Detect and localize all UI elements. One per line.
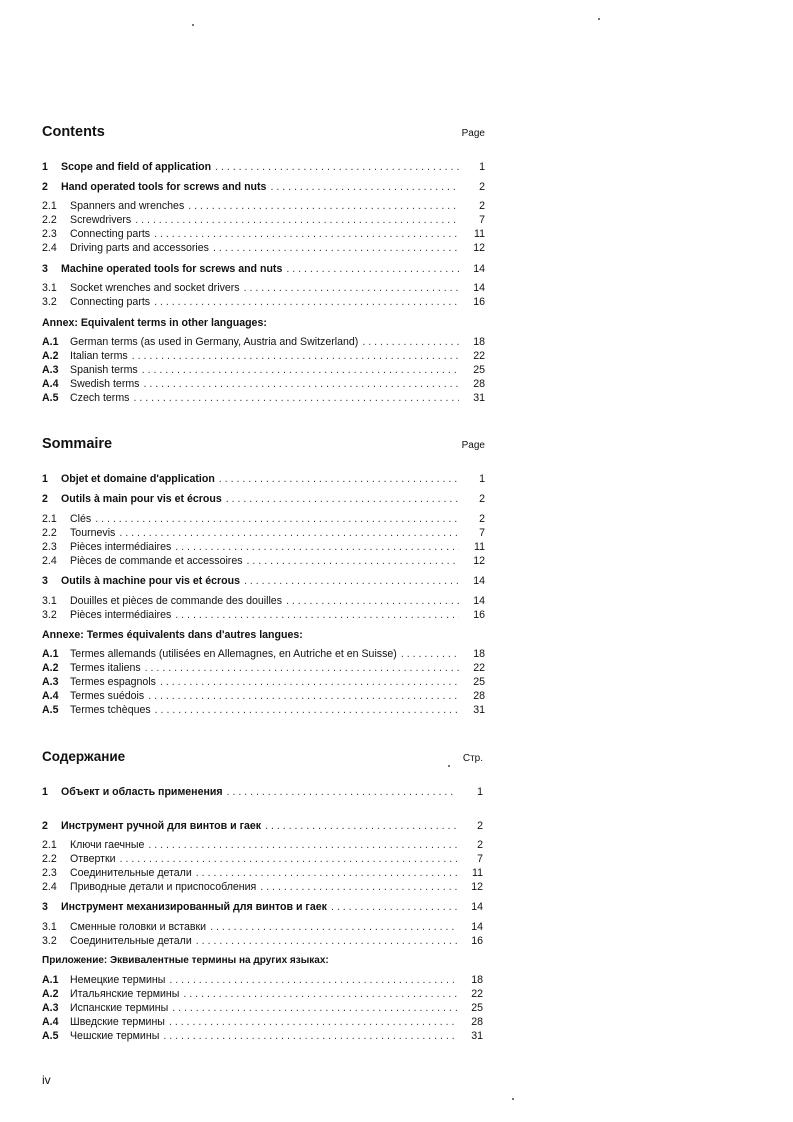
entry-number: A.5: [42, 704, 59, 716]
dot-leader: [188, 200, 459, 213]
entry-title: Czech terms: [70, 392, 130, 404]
annex-heading: Annex: Equivalent terms in other languages:: [42, 317, 267, 329]
toc-entry[interactable]: [42, 263, 485, 276]
entry-title: Screwdrivers: [70, 214, 132, 226]
entry-page: 25: [471, 1002, 483, 1014]
entry-page: 31: [473, 392, 485, 404]
toc-entry[interactable]: [42, 853, 483, 866]
entry-title: Swedish terms: [70, 378, 140, 390]
entry-number: 2.2: [42, 214, 57, 226]
entry-page: 28: [473, 378, 485, 390]
toc-entry[interactable]: [42, 609, 485, 622]
entry-title: Отвертки: [70, 853, 116, 865]
toc-entry[interactable]: [42, 493, 485, 506]
entry-page: 2: [477, 820, 483, 832]
entry-page: 22: [473, 662, 485, 674]
entry-title: Termes italiens: [70, 662, 141, 674]
entry-page: 16: [473, 609, 485, 621]
section-title: Содержание: [42, 749, 126, 764]
entry-title: Outils à machine pour vis et écrous: [61, 575, 240, 587]
dot-leader: [148, 839, 457, 852]
annex-entry[interactable]: [42, 676, 485, 689]
entry-title: Ключи гаечные: [70, 839, 145, 851]
entry-page: 11: [474, 541, 485, 553]
entry-title: Italian terms: [70, 350, 128, 362]
dot-leader: [154, 296, 459, 309]
entry-number: A.3: [42, 676, 59, 688]
annex-entry[interactable]: [42, 648, 485, 661]
section-title: Contents: [42, 124, 105, 140]
dot-leader: [183, 988, 457, 1001]
entry-page: 2: [479, 181, 485, 193]
entry-number: A.2: [42, 662, 59, 674]
toc-english-header: [42, 124, 485, 148]
scan-speck: [512, 1098, 514, 1100]
entry-page: 7: [477, 853, 483, 865]
page-column-label: Стр.: [462, 753, 483, 764]
dot-leader: [172, 1002, 457, 1015]
entry-page: 12: [473, 242, 485, 254]
entry-page: 18: [473, 336, 485, 348]
entry-page: 31: [473, 704, 485, 716]
dot-leader: [142, 364, 459, 377]
dot-leader: [244, 282, 459, 295]
entry-number: 3.2: [42, 609, 57, 621]
toc-russian: [42, 749, 483, 1049]
dot-leader: [148, 690, 459, 703]
page-number: iv: [42, 1073, 51, 1087]
toc-entry[interactable]: [42, 181, 485, 194]
entry-number: 2.1: [42, 200, 57, 212]
section-title: Sommaire: [42, 436, 113, 452]
entry-page: 1: [479, 161, 485, 173]
entry-title: Pièces intermédiaires: [70, 541, 172, 553]
annex-entry[interactable]: [42, 974, 483, 987]
toc-entry[interactable]: [42, 214, 485, 227]
entry-page: 11: [474, 228, 485, 240]
dot-leader: [95, 513, 459, 526]
entry-number: 3.1: [42, 595, 57, 607]
entry-title: Шведские термины: [70, 1016, 165, 1028]
toc-entry[interactable]: [42, 921, 483, 934]
toc-entry[interactable]: [42, 161, 485, 174]
entry-number: A.1: [42, 648, 59, 660]
dot-leader: [362, 336, 459, 349]
toc-entry[interactable]: [42, 527, 485, 540]
toc-entry[interactable]: [42, 786, 483, 799]
page-column-label: Page: [461, 440, 485, 451]
annex-entry[interactable]: [42, 378, 485, 391]
entry-page: 14: [473, 595, 485, 607]
entry-number: 2.2: [42, 853, 57, 865]
entry-number: 2.1: [42, 839, 57, 851]
entry-title: Objet et domaine d'application: [61, 473, 215, 485]
entry-number: 2: [42, 181, 48, 193]
dot-leader: [169, 1016, 457, 1029]
annex-entry[interactable]: [42, 336, 485, 349]
toc-english: [42, 124, 485, 414]
entry-page: 22: [473, 350, 485, 362]
dot-leader: [196, 867, 457, 880]
dot-leader: [163, 1030, 457, 1043]
entry-title: German terms (as used in Germany, Austria and Switzerland): [70, 336, 359, 348]
annex-entry[interactable]: [42, 988, 483, 1001]
entry-number: A.4: [42, 1016, 59, 1028]
entry-number: 2.3: [42, 867, 57, 879]
dot-leader: [260, 881, 457, 894]
entry-page: 31: [471, 1030, 483, 1042]
entry-page: 28: [471, 1016, 483, 1028]
dot-leader: [286, 263, 459, 276]
toc-entry[interactable]: [42, 555, 485, 568]
entry-title: Инструмент ручной для винтов и гаек: [61, 820, 262, 832]
entry-page: 2: [479, 200, 485, 212]
entry-page: 14: [473, 575, 485, 587]
dot-leader: [219, 473, 459, 486]
dot-leader: [286, 595, 459, 608]
toc-french-header: [42, 436, 485, 460]
entry-title: Pièces intermédiaires: [70, 609, 172, 621]
dot-leader: [132, 350, 459, 363]
toc-entry[interactable]: [42, 839, 483, 852]
entry-number: A.4: [42, 378, 59, 390]
toc-entry[interactable]: [42, 228, 485, 241]
entry-page: 12: [471, 881, 483, 893]
entry-title: Итальянские термины: [70, 988, 180, 1000]
entry-page: 14: [471, 921, 483, 933]
annex-entry[interactable]: [42, 704, 485, 717]
entry-title: Termes espagnols: [70, 676, 156, 688]
scan-speck: [598, 18, 600, 20]
entry-page: 18: [471, 974, 483, 986]
entry-title: Scope and field of application: [61, 161, 212, 173]
dot-leader: [226, 493, 459, 506]
dot-leader: [154, 228, 459, 241]
dot-leader: [244, 575, 459, 588]
entry-number: 2.4: [42, 242, 57, 254]
dot-leader: [247, 555, 459, 568]
entry-page: 22: [471, 988, 483, 1000]
dot-leader: [213, 242, 459, 255]
entry-page: 11: [472, 867, 483, 879]
dot-leader: [175, 541, 459, 554]
entry-number: 2.2: [42, 527, 57, 539]
entry-number: A.3: [42, 1002, 59, 1014]
dot-leader: [215, 161, 459, 174]
page-column-label: Page: [461, 128, 485, 139]
entry-number: 3.1: [42, 921, 57, 933]
dot-leader: [169, 974, 457, 987]
entry-number: 2.3: [42, 541, 57, 553]
entry-number: 2.3: [42, 228, 57, 240]
entry-title: Hand operated tools for screws and nuts: [61, 181, 267, 193]
dot-leader: [196, 935, 457, 948]
entry-page: 7: [479, 527, 485, 539]
entry-number: 1: [42, 473, 48, 485]
entry-title: Connecting parts: [70, 296, 151, 308]
entry-page: 14: [473, 263, 485, 275]
entry-title: Douilles et pièces de commande des douilles: [70, 595, 282, 607]
entry-number: A.2: [42, 988, 59, 1000]
toc-entry[interactable]: [42, 541, 485, 554]
entry-number: 2: [42, 493, 48, 505]
dot-leader: [135, 214, 459, 227]
annex-entry[interactable]: [42, 1030, 483, 1043]
dot-leader: [210, 921, 457, 934]
entry-number: A.4: [42, 690, 59, 702]
entry-title: Spanish terms: [70, 364, 138, 376]
entry-page: 7: [479, 214, 485, 226]
toc-russian-header: [42, 749, 483, 773]
toc-entry[interactable]: [42, 513, 485, 526]
toc-entry[interactable]: [42, 595, 485, 608]
annex-entry[interactable]: [42, 1016, 483, 1029]
toc-entry[interactable]: [42, 820, 483, 833]
toc-entry[interactable]: [42, 575, 485, 588]
entry-number: 3.2: [42, 935, 57, 947]
dot-leader: [133, 392, 459, 405]
entry-page: 14: [471, 901, 483, 913]
annex-entry[interactable]: [42, 1002, 483, 1015]
entry-page: 18: [473, 648, 485, 660]
entry-page: 2: [479, 513, 485, 525]
toc-entry[interactable]: [42, 901, 483, 914]
entry-number: 3: [42, 901, 48, 913]
toc-french: [42, 436, 485, 726]
entry-title: Clés: [70, 513, 92, 525]
entry-page: 14: [473, 282, 485, 294]
toc-entry[interactable]: [42, 473, 485, 486]
entry-page: 12: [473, 555, 485, 567]
annex-heading: Annexe: Termes équivalents dans d'autres langues:: [42, 629, 303, 641]
dot-leader: [143, 378, 459, 391]
entry-title: Connecting parts: [70, 228, 151, 240]
entry-title: Termes allemands (utilisées en Allemagnes, en Autriche et en Suisse): [70, 648, 397, 660]
annex-heading: Приложение: Эквивалентные термины на других языках:: [42, 955, 329, 966]
entry-number: A.5: [42, 392, 59, 404]
entry-title: Pièces de commande et accessoires: [70, 555, 243, 567]
entry-title: Соединительные детали: [70, 867, 192, 879]
entry-title: Немецкие термины: [70, 974, 166, 986]
entry-title: Соединительные детали: [70, 935, 192, 947]
entry-title: Приводные детали и приспособления: [70, 881, 257, 893]
entry-page: 1: [477, 786, 483, 798]
entry-number: 1: [42, 161, 48, 173]
dot-leader: [160, 676, 459, 689]
entry-page: 1: [479, 473, 485, 485]
entry-page: 2: [477, 839, 483, 851]
entry-title: Сменные головки и вставки: [70, 921, 207, 933]
entry-title: Driving parts and accessories: [70, 242, 209, 254]
annex-entry[interactable]: [42, 662, 485, 675]
dot-leader: [331, 901, 457, 914]
annex-entry[interactable]: [42, 690, 485, 703]
entry-page: 16: [471, 935, 483, 947]
entry-number: A.3: [42, 364, 59, 376]
dot-leader: [265, 820, 457, 833]
dot-leader: [145, 662, 459, 675]
toc-entry[interactable]: [42, 867, 483, 880]
dot-leader: [155, 704, 459, 717]
entry-page: 25: [473, 676, 485, 688]
entry-title: Объект и область применения: [61, 786, 223, 798]
entry-title: Termes tchèques: [70, 704, 151, 716]
dot-leader: [227, 786, 457, 799]
entry-title: Испанские термины: [70, 1002, 169, 1014]
annex-entry[interactable]: [42, 364, 485, 377]
entry-title: Spanners and wrenches: [70, 200, 185, 212]
entry-number: 2.4: [42, 881, 57, 893]
entry-number: 3.1: [42, 282, 57, 294]
toc-entry[interactable]: [42, 881, 483, 894]
entry-number: A.5: [42, 1030, 59, 1042]
toc-entry[interactable]: [42, 296, 485, 309]
entry-number: A.2: [42, 350, 59, 362]
dot-leader: [401, 648, 459, 661]
entry-number: 2: [42, 820, 48, 832]
dot-leader: [270, 181, 459, 194]
entry-title: Чешские термины: [70, 1030, 160, 1042]
toc-entry[interactable]: [42, 200, 485, 213]
toc-entry[interactable]: [42, 282, 485, 295]
entry-number: 2.1: [42, 513, 57, 525]
scan-speck: [192, 24, 194, 26]
scan-speck: [448, 765, 450, 767]
entry-title: Machine operated tools for screws and nuts: [61, 263, 283, 275]
entry-page: 25: [473, 364, 485, 376]
entry-number: 3.2: [42, 296, 57, 308]
annex-entry[interactable]: [42, 350, 485, 363]
entry-title: Tournevis: [70, 527, 116, 539]
entry-number: 3: [42, 575, 48, 587]
entry-page: 28: [473, 690, 485, 702]
entry-title: Outils à main pour vis et écrous: [61, 493, 222, 505]
entry-number: 3: [42, 263, 48, 275]
entry-title: Termes suédois: [70, 690, 145, 702]
entry-page: 16: [473, 296, 485, 308]
entry-title: Socket wrenches and socket drivers: [70, 282, 240, 294]
entry-page: 2: [479, 493, 485, 505]
dot-leader: [119, 527, 459, 540]
dot-leader: [175, 609, 459, 622]
entry-number: 1: [42, 786, 48, 798]
dot-leader: [120, 853, 457, 866]
entry-number: A.1: [42, 974, 59, 986]
annex-entry[interactable]: [42, 392, 485, 405]
entry-title: Инструмент механизированный для винтов и гаек: [61, 901, 327, 913]
entry-number: 2.4: [42, 555, 57, 567]
entry-number: A.1: [42, 336, 59, 348]
toc-entry[interactable]: [42, 935, 483, 948]
toc-entry[interactable]: [42, 242, 485, 255]
